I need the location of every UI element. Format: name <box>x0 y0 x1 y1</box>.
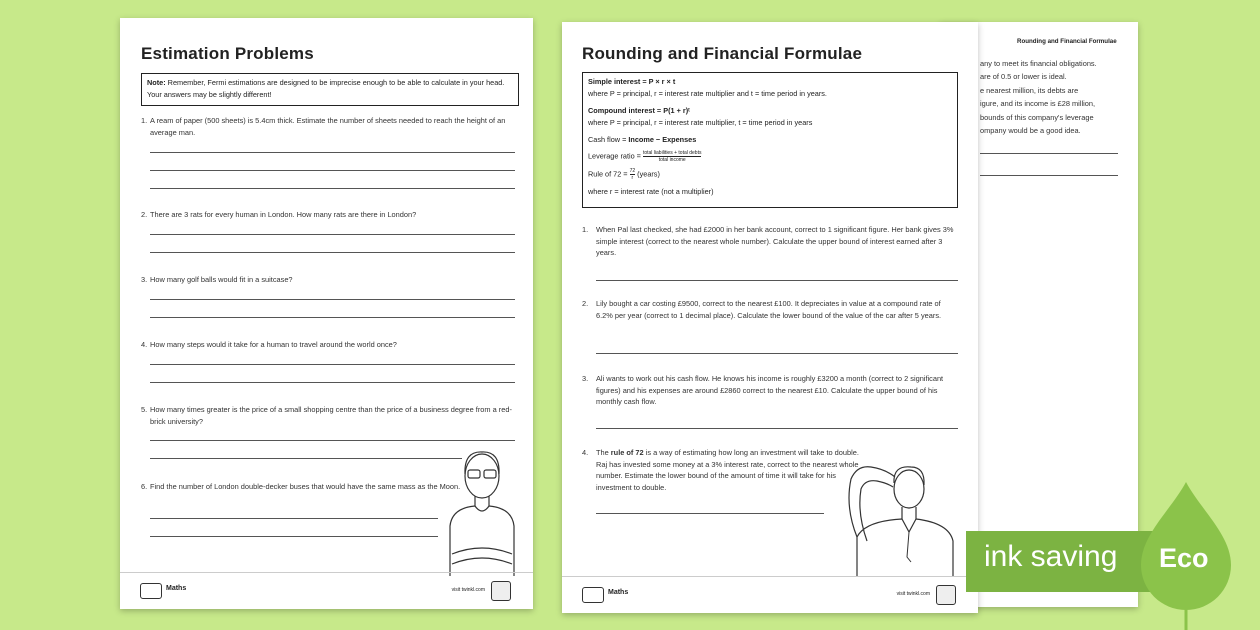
question: 2. Lily bought a car costing £9500, correct to the nearest £100. It depreciates in value at a compound rate of 6.2% per year (correct to 1 decimal place). Calculate the lower bound of the value of the car after 5 years. <box>582 299 942 320</box>
footer-url: visit twinkl.com <box>451 587 485 593</box>
note-text: Remember, Fermi estimations are designed to be imprecise enough to be able to calculate in your head. Your answers may be slightly different! <box>147 78 505 99</box>
question: 4. The rule of 72 is a way of estimating how long an investment will take to double. Raj has invested some money at a 3% interest rate, correct to the nearest whole number. Estimate the lower bound of the amount of time it will take for his investment to double. <box>582 448 859 492</box>
answer-line[interactable] <box>150 252 515 253</box>
answer-line[interactable] <box>596 280 958 281</box>
answer-line[interactable] <box>150 188 515 189</box>
back-text-line: bounds of this company's leverage <box>980 113 1094 122</box>
question: 4. How many steps would it take for a human to travel around the world once? <box>141 340 397 349</box>
footer-subject: Maths <box>166 585 187 592</box>
answer-line[interactable] <box>150 440 515 441</box>
back-text-line: e nearest million, its debts are <box>980 86 1079 95</box>
question: 1. A ream of paper (500 sheets) is 5.4cm thick. Estimate the number of sheets needed to reach the height of an average man. <box>141 116 506 137</box>
man-thinking-illustration <box>827 437 957 577</box>
question: 2. There are 3 rats for every human in London. How many rats are there in London? <box>141 210 417 219</box>
question: 3. How many golf balls would fit in a suitcase? <box>141 275 293 284</box>
eco-label: Eco <box>1159 543 1209 573</box>
woman-illustration <box>442 446 522 576</box>
footer <box>562 576 978 613</box>
answer-line[interactable] <box>150 152 515 153</box>
answer-line[interactable] <box>150 536 438 537</box>
footer-subject: Maths <box>608 589 629 596</box>
answer-line[interactable] <box>150 364 515 365</box>
answer-line[interactable] <box>980 153 1118 154</box>
note-box <box>141 73 519 106</box>
footer-url: visit twinkl.com <box>896 591 930 597</box>
answer-line[interactable] <box>596 353 958 354</box>
question: 1. When Pal last checked, she had £2000 in her bank account, correct to 1 significant figure. Her bank gives 3% simple interest (correct to the nearest whole number). Calculate the upper bound of interest earned after 3 years. <box>582 225 954 257</box>
question: 6. Find the number of London double-decker buses that would have the same mass as the Moon. <box>141 482 461 491</box>
question: 5. How many times greater is the price of a small shopping centre than the price of a business degree from a red-brick university? <box>141 405 512 426</box>
quality-badge-icon <box>936 585 956 605</box>
answer-line[interactable] <box>150 299 515 300</box>
note-label: Note: <box>147 78 166 87</box>
answer-line[interactable] <box>150 458 462 459</box>
question: 3. Ali wants to work out his cash flow. He knows his income is roughly £3200 a month (correct to 2 significant figures) and his expenses are around £2860 correct to the nearest £10. Calculate the upper bound of his monthly cash flow. <box>582 374 944 406</box>
page-title: Rounding and Financial Formulae <box>582 44 863 63</box>
answer-line[interactable] <box>150 170 515 171</box>
back-text-line: are of 0.5 or lower is ideal. <box>980 72 1067 81</box>
quality-badge-icon <box>491 581 511 601</box>
worksheet-estimation <box>120 18 533 609</box>
back-text-line: ompany would be a good idea. <box>980 126 1081 135</box>
answer-line[interactable] <box>150 234 515 235</box>
ink-saving-label: ink saving <box>984 540 1118 573</box>
twinkl-logo-icon <box>140 583 162 599</box>
footer <box>120 572 533 609</box>
answer-line[interactable] <box>150 317 515 318</box>
twinkl-logo-icon <box>582 587 604 603</box>
back-text-line: igure, and its income is £28 million, <box>980 99 1096 108</box>
page-title: Estimation Problems <box>141 44 314 63</box>
answer-line[interactable] <box>596 428 958 429</box>
answer-line[interactable] <box>980 175 1118 176</box>
formulae-box: Simple interest = P × r × t where P = principal, r = interest rate multiplier and t = time period in years. Compound interest = P(1 + r)ᵗ where P = principal, r = interest rate multiplier, t = time period in years Cash flow = Income − Expenses Leverage ratio = $\frac{\text{total liabilities + total debts}}{\text{total income}}$ Rule of 72 = $\frac{72}{r}$ (years) where r = interest rate (not a multiplier) <box>582 72 958 208</box>
answer-line[interactable] <box>150 382 515 383</box>
answer-line[interactable] <box>150 518 438 519</box>
back-text-line: any to meet its financial obligations. <box>980 59 1097 68</box>
worksheet-financial <box>562 22 978 613</box>
back-page-title: Rounding and Financial Formulae <box>1017 38 1117 45</box>
answer-line[interactable] <box>596 513 824 514</box>
